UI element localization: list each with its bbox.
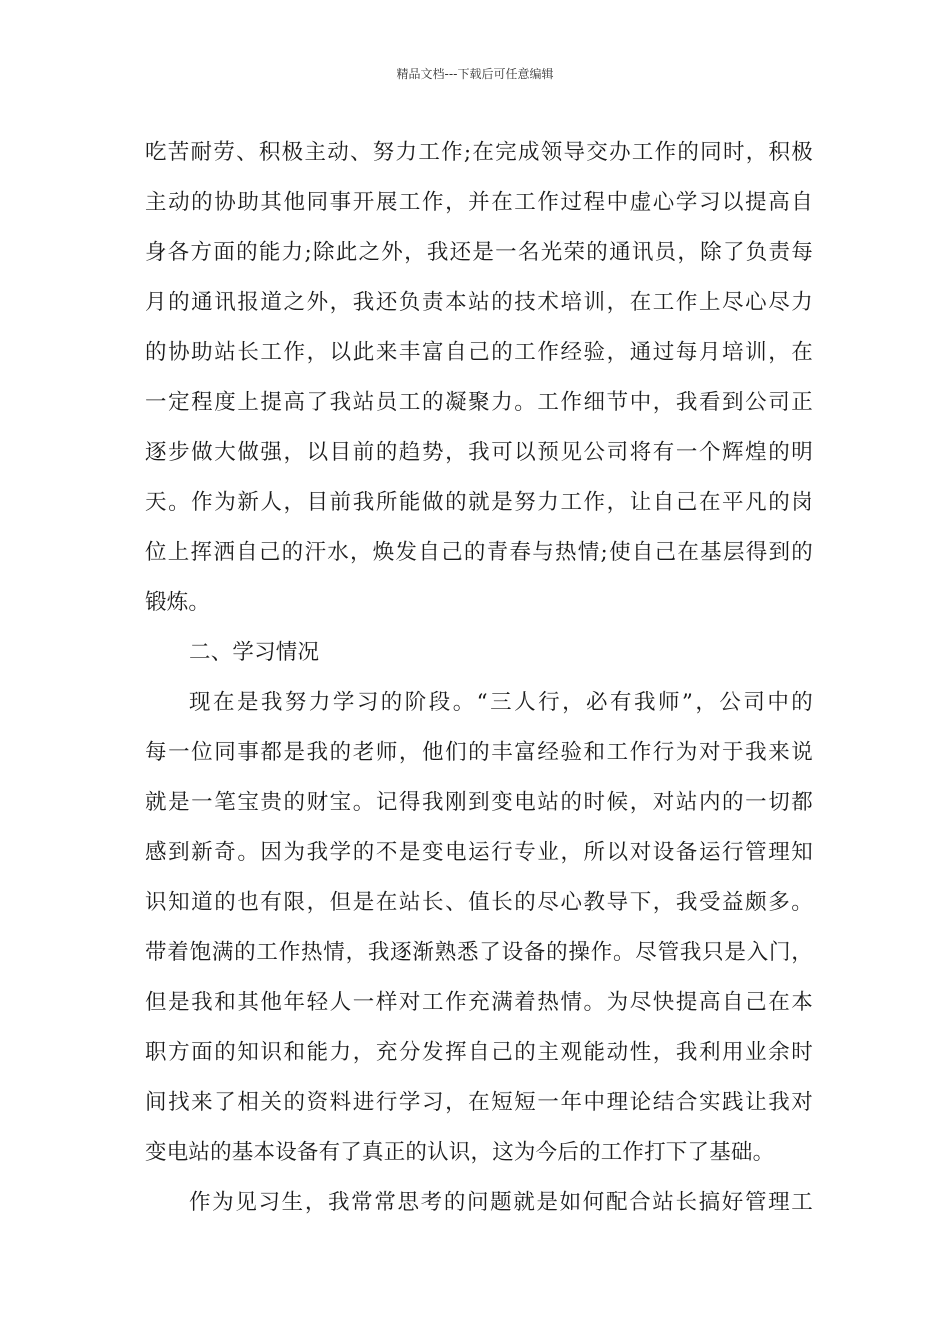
paragraph-reflection bbox=[145, 1178, 813, 1228]
page-header: 精品文档---下载后可任意编辑 bbox=[396, 67, 554, 81]
text-line: 变电站的基本设备有了真正的认识，这为今后的工作打下了基础。 bbox=[145, 1140, 775, 1165]
text-line: 识知道的也有限，但是在站长、值长的尽心教导下，我受益颇多。 bbox=[145, 890, 813, 915]
text-line: 带着饱满的工作热情，我逐渐熟悉了设备的操作。尽管我只是入门， bbox=[145, 940, 813, 965]
text-line: 就是一笔宝贵的财宝。记得我刚到变电站的时候，对站内的一切都 bbox=[145, 790, 813, 815]
text-line: 现在是我努力学习的阶段。“三人行，必有我师”，公司中的 bbox=[189, 690, 813, 715]
section-heading: 二、学习情况 bbox=[189, 640, 320, 665]
text-line: 吃苦耐劳、积极主动、努力工作;在完成领导交办工作的同时，积极 bbox=[145, 140, 813, 165]
text-line: 锻炼。 bbox=[145, 590, 211, 615]
text-line: 身各方面的能力;除此之外，我还是一名光荣的通讯员，除了负责每 bbox=[145, 240, 813, 265]
text-line: 的协助站长工作，以此来丰富自己的工作经验，通过每月培训，在 bbox=[145, 340, 813, 365]
text-line: 作为见习生，我常常思考的问题就是如何配合站长搞好管理工 bbox=[189, 1190, 813, 1215]
document-body bbox=[145, 128, 813, 1228]
text-line: 主动的协助其他同事开展工作，并在工作过程中虚心学习以提高自 bbox=[145, 190, 813, 215]
text-line: 但是我和其他年轻人一样对工作充满着热情。为尽快提高自己在本 bbox=[145, 990, 813, 1015]
text-line: 间找来了相关的资料进行学习，在短短一年中理论结合实践让我对 bbox=[145, 1090, 813, 1115]
paragraph-work bbox=[145, 128, 813, 628]
text-line: 每一位同事都是我的老师，他们的丰富经验和工作行为对于我来说 bbox=[145, 740, 813, 765]
text-line: 职方面的知识和能力，充分发挥自己的主观能动性，我利用业余时 bbox=[145, 1040, 813, 1065]
text-line: 天。作为新人，目前我所能做的就是努力工作，让自己在平凡的岗 bbox=[145, 490, 813, 515]
text-line: 感到新奇。因为我学的不是变电运行专业，所以对设备运行管理知 bbox=[145, 840, 813, 865]
paragraph-study bbox=[145, 678, 813, 1178]
text-line: 位上挥洒自己的汗水，焕发自己的青春与热情;使自己在基层得到的 bbox=[145, 540, 813, 565]
text-line: 一定程度上提高了我站员工的凝聚力。工作细节中，我看到公司正 bbox=[145, 390, 813, 415]
text-line: 月的通讯报道之外，我还负责本站的技术培训，在工作上尽心尽力 bbox=[145, 290, 813, 315]
text-line: 逐步做大做强，以目前的趋势，我可以预见公司将有一个辉煌的明 bbox=[145, 440, 813, 465]
